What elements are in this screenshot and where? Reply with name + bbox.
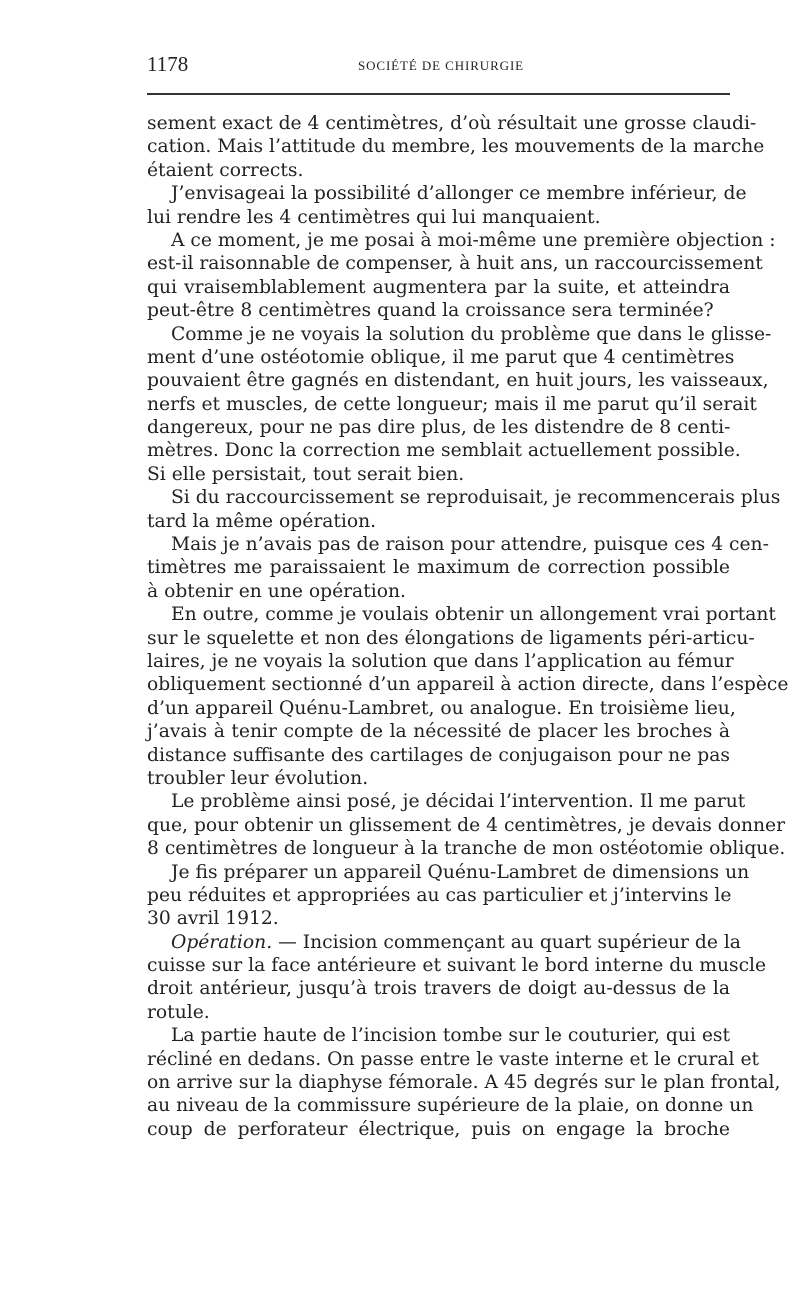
text-line-14: dangereux, pour ne pas dire plus, de les distendre de 8 centi- (147, 417, 731, 439)
text-line-12: pouvaient être gagnés en distendant, en huit jours, les vaisseaux, (147, 370, 769, 392)
operation-heading: Opération. (171, 931, 273, 953)
text-line-28: distance suffisante des cartilages de conjugaison pour ne pas (147, 744, 730, 766)
text-line-35: 30 avril 1912. (147, 908, 279, 930)
text-line-25: obliquement sectionné d’un appareil à action directe, dans l’espèce (147, 674, 789, 696)
operation-intro: — Incision commençant au quart supérieur de la (272, 931, 741, 953)
text-line-36 (147, 931, 741, 954)
text-line-16: Si elle persistait, tout serait bien. (147, 463, 465, 485)
text-line-10: Comme je ne voyais la solution du problème que dans le glisse- (171, 323, 772, 345)
header-rule (147, 93, 730, 95)
text-line-34: peu réduites et appropriées au cas particulier et j’intervins le (147, 884, 732, 906)
text-line-2: cation. Mais l’attitude du membre, les mouvements de la marche (147, 136, 765, 158)
text-line-22: En outre, comme je voulais obtenir un allongement vrai portant (171, 604, 776, 626)
text-line-26: d’un appareil Quénu-Lambret, ou analogue. En troisième lieu, (147, 697, 736, 719)
text-line-41: récliné en dedans. On passe entre le vaste interne et le crural et (147, 1048, 760, 1070)
running-title: SOCIÉTÉ DE CHIRURGIE (357, 58, 525, 73)
text-line-1: sement exact de 4 centimètres, d’où résultait une grosse claudi- (147, 113, 757, 134)
text-line-39: rotule. (147, 1001, 210, 1023)
text-line-7: est-il raisonnable de compenser, à huit ans, un raccourcissement (147, 253, 763, 275)
text-line-32: 8 centimètres de longueur à la tranche de mon ostéotomie oblique. (147, 838, 786, 860)
page-header (147, 52, 730, 80)
text-line-29: troubler leur évolution. (147, 767, 369, 789)
text-line-13: nerfs et muscles, de cette longueur; mais il me parut qu’il serait (147, 393, 757, 415)
text-line-9: peut-être 8 centimètres quand la croissance sera terminée? (147, 300, 714, 322)
text-line-4: J’envisageai la possibilité d’allonger ce membre inférieur, de (171, 183, 747, 205)
text-line-20: timètres me paraissaient le maximum de correction possible (147, 557, 730, 579)
text-line-44: coup de perforateur électrique, puis on engage la broche (147, 1118, 730, 1140)
text-line-5: lui rendre les 4 centimètres qui lui manquaient. (147, 206, 601, 228)
text-line-40: La partie haute de l’incision tombe sur le couturier, qui est (171, 1025, 730, 1047)
text-line-33: Je fis préparer un appareil Quénu-Lambret de dimensions un (171, 861, 750, 883)
text-line-6: A ce moment, je me posai à moi-même une première objection : (171, 229, 776, 251)
text-line-43: au niveau de la commissure supérieure de la plaie, on donne un (147, 1095, 754, 1117)
text-line-3: étaient corrects. (147, 159, 304, 181)
text-line-27: j’avais à tenir compte de la nécessité de placer les broches à (147, 721, 730, 743)
text-line-24: laires, je ne voyais la solution que dans l’application au fémur (147, 650, 734, 672)
text-line-38: droit antérieur, jusqu’à trois travers de doigt au-dessus de la (147, 978, 730, 1000)
text-line-15: mètres. Donc la correction me semblait actuellement possible. (147, 440, 741, 462)
body-text (147, 112, 789, 1141)
text-line-30: Le problème ainsi posé, je décidai l’intervention. Il me parut (171, 791, 746, 813)
text-line-8: qui vraisemblablement augmentera par la suite, et atteindra (147, 276, 730, 298)
text-line-17: Si du raccourcissement se reproduisait, je recommencerais plus (171, 487, 781, 509)
page-number: 1178 (147, 52, 189, 76)
text-line-21: à obtenir en une opération. (147, 580, 406, 602)
text-line-11: ment d’une ostéotomie oblique, il me parut que 4 centimètres (147, 346, 735, 368)
text-line-18: tard la même opération. (147, 510, 377, 532)
text-line-31: que, pour obtenir un glissement de 4 centimètres, je devais donner (147, 814, 786, 836)
text-line-42: on arrive sur la diaphyse fémorale. A 45 degrés sur le plan frontal, (147, 1072, 781, 1094)
text-line-37: cuisse sur la face antérieure et suivant le bord interne du muscle (147, 955, 767, 977)
text-line-23: sur le squelette et non des élongations de ligaments péri-articu- (147, 627, 755, 649)
text-line-19: Mais je n’avais pas de raison pour attendre, puisque ces 4 cen- (171, 534, 769, 556)
